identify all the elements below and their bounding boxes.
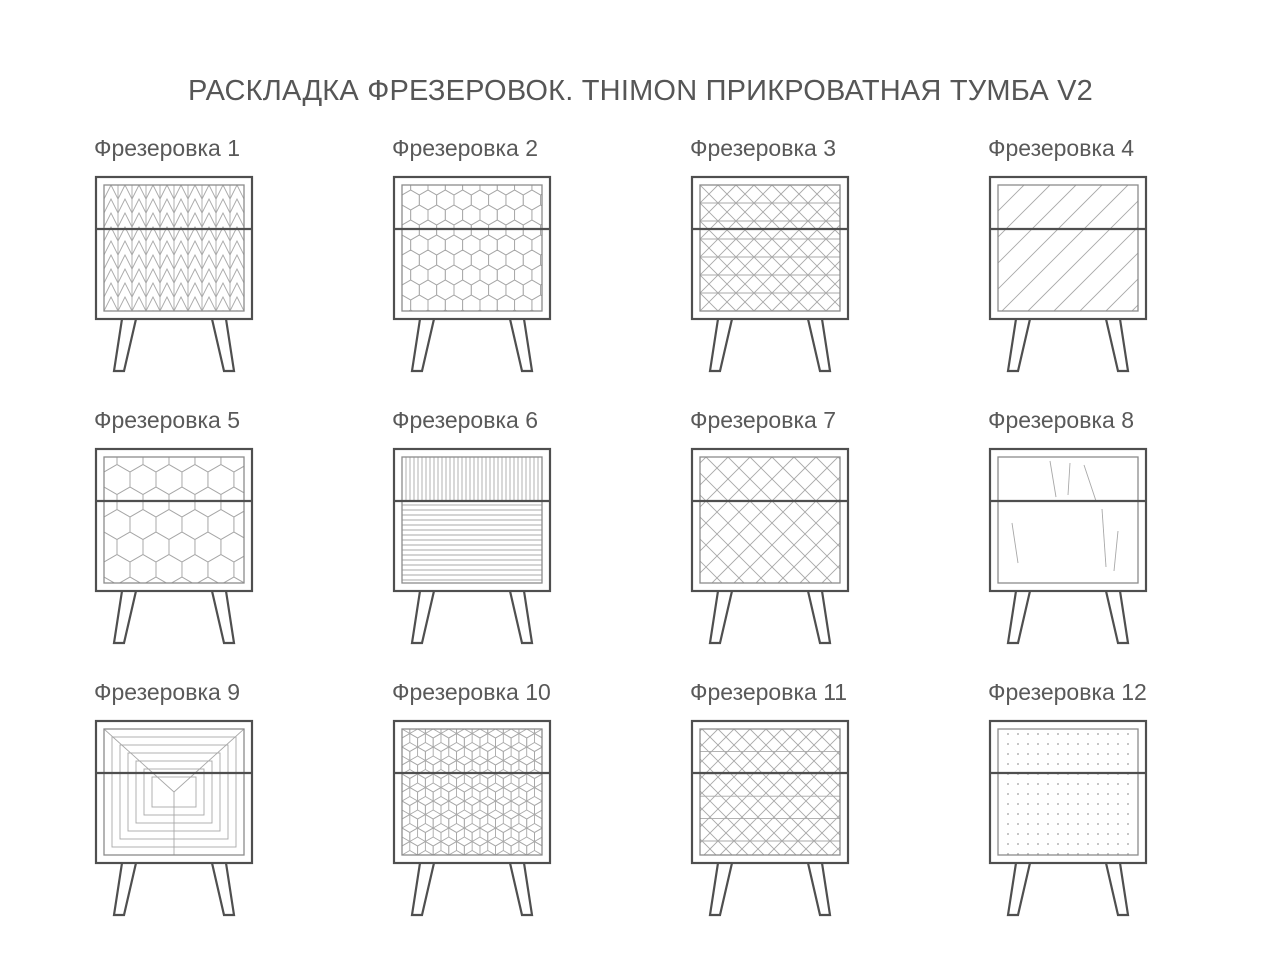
- cabinet-drawing: [986, 717, 1150, 917]
- milling-variant-label: Фрезеровка 4: [988, 134, 1134, 161]
- milling-variant-label: Фрезеровка 5: [94, 406, 240, 433]
- milling-variant-label: Фрезеровка 2: [392, 134, 538, 161]
- cabinet-front-panel: [998, 457, 1138, 583]
- milling-pattern: [104, 173, 244, 325]
- cabinet-leg-left: [412, 863, 434, 915]
- cabinet-drawing: [92, 173, 256, 373]
- cabinet-illustration: [92, 173, 256, 373]
- milling-variant-card: [92, 408, 390, 680]
- cabinet-drawing: [390, 173, 554, 373]
- milling-variant-card: [390, 680, 688, 952]
- cabinet-illustration: [986, 445, 1150, 645]
- cabinet-leg-left: [114, 319, 136, 371]
- milling-pattern: [688, 729, 852, 855]
- cabinet-leg-right: [1106, 319, 1128, 371]
- cabinet-leg-left: [1008, 591, 1030, 643]
- cabinet-leg-right: [510, 591, 532, 643]
- cabinet-drawing: [688, 717, 852, 917]
- cabinet-drawing: [688, 173, 852, 373]
- milling-variant-label: Фрезеровка 8: [988, 406, 1134, 433]
- cabinet-illustration: [986, 717, 1150, 917]
- milling-pattern: [1012, 461, 1118, 571]
- cabinet-illustration: [688, 717, 852, 917]
- milling-variant-card: [390, 408, 688, 680]
- cabinet-leg-right: [808, 591, 830, 643]
- cabinet-leg-right: [808, 319, 830, 371]
- milling-variant-card: [390, 136, 688, 408]
- cabinet-drawing: [688, 445, 852, 645]
- milling-pattern: [688, 185, 852, 311]
- cabinet-illustration: [986, 173, 1150, 373]
- milling-pattern: [688, 457, 852, 583]
- milling-variant-card: [986, 408, 1281, 680]
- cabinet-leg-left: [1008, 319, 1030, 371]
- milling-pattern: [104, 729, 244, 855]
- cabinet-leg-right: [1106, 863, 1128, 915]
- milling-variants-grid: [0, 136, 1281, 952]
- milling-pattern: [402, 457, 542, 580]
- milling-pattern: [390, 717, 554, 873]
- milling-variant-card: [986, 680, 1281, 952]
- cabinet-illustration: [390, 717, 554, 917]
- cabinet-leg-right: [212, 863, 234, 915]
- cabinet-drawing: [986, 173, 1150, 373]
- milling-variant-label: Фрезеровка 10: [392, 678, 551, 705]
- cabinet-drawing: [92, 717, 256, 917]
- cabinet-illustration: [688, 173, 852, 373]
- cabinet-leg-right: [1106, 591, 1128, 643]
- cabinet-leg-left: [412, 591, 434, 643]
- milling-variant-label: Фрезеровка 12: [988, 678, 1147, 705]
- cabinet-leg-right: [808, 863, 830, 915]
- cabinet-leg-right: [212, 319, 234, 371]
- cabinet-body: [990, 449, 1146, 591]
- cabinet-drawing: [390, 445, 554, 645]
- cabinet-illustration: [390, 445, 554, 645]
- cabinet-illustration: [92, 445, 256, 645]
- milling-variant-label: Фрезеровка 7: [690, 406, 836, 433]
- milling-variant-card: [986, 136, 1281, 408]
- cabinet-leg-left: [710, 319, 732, 371]
- cabinet-illustration: [390, 173, 554, 373]
- milling-variant-label: Фрезеровка 6: [392, 406, 538, 433]
- cabinet-leg-right: [212, 591, 234, 643]
- cabinet-body: [990, 721, 1146, 863]
- page-title: РАСКЛАДКА ФРЕЗЕРОВОК. THIMON ПРИКРОВАТНАЯ ТУМБА V2: [187, 75, 1093, 107]
- milling-variant-card: [688, 136, 986, 408]
- cabinet-leg-left: [710, 863, 732, 915]
- milling-variant-label: Фрезеровка 11: [690, 678, 848, 705]
- milling-pattern: [390, 173, 554, 330]
- cabinet-illustration: [688, 445, 852, 645]
- cabinet-body: [394, 177, 550, 319]
- cabinet-leg-left: [1008, 863, 1030, 915]
- milling-variant-card: [688, 408, 986, 680]
- cabinet-front-panel: [700, 185, 840, 311]
- cabinet-leg-left: [412, 319, 434, 371]
- milling-variant-label: Фрезеровка 9: [94, 678, 240, 705]
- cabinet-front-panel: [998, 729, 1138, 855]
- cabinet-body: [96, 449, 252, 591]
- cabinet-front-panel: [402, 185, 542, 311]
- cabinet-leg-left: [114, 591, 136, 643]
- cabinet-body: [692, 177, 848, 319]
- cabinet-leg-left: [114, 863, 136, 915]
- cabinet-drawing: [390, 717, 554, 917]
- milling-variant-label: Фрезеровка 3: [690, 134, 836, 161]
- cabinet-drawing: [986, 445, 1150, 645]
- cabinet-front-panel: [104, 457, 244, 583]
- milling-variant-card: [688, 680, 986, 952]
- cabinet-leg-left: [710, 591, 732, 643]
- cabinet-drawing: [92, 445, 256, 645]
- milling-pattern: [1007, 733, 1129, 855]
- cabinet-leg-right: [510, 319, 532, 371]
- milling-pattern: [986, 185, 1150, 311]
- milling-variant-label: Фрезеровка 1: [94, 134, 240, 161]
- cabinet-leg-right: [510, 863, 532, 915]
- milling-variant-card: [92, 136, 390, 408]
- milling-variant-card: [92, 680, 390, 952]
- cabinet-illustration: [92, 717, 256, 917]
